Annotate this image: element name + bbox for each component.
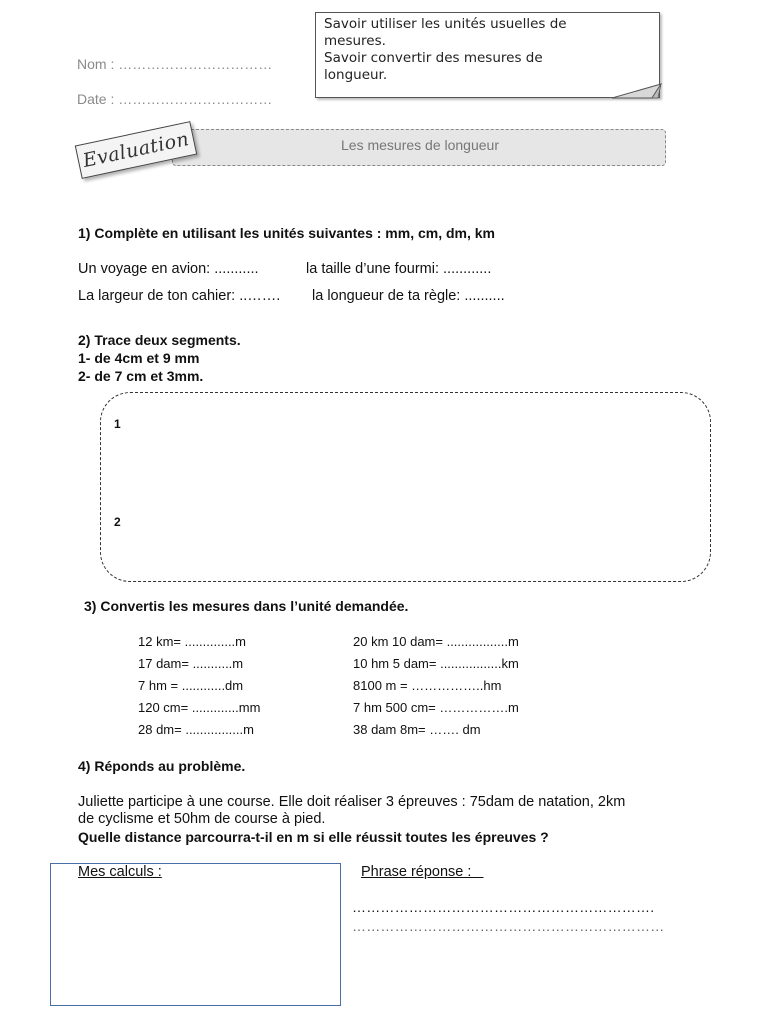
date-field: Date : …………………………… bbox=[77, 91, 273, 107]
q2-item-2: 2- de 7 cm et 3mm. bbox=[78, 368, 204, 384]
objectives-box bbox=[315, 12, 660, 98]
page-curl-icon bbox=[612, 82, 664, 102]
calculation-box[interactable] bbox=[50, 863, 341, 1006]
q4-question: Quelle distance parcourra-t-il en m si elle réussit toutes les épreuves ? bbox=[78, 829, 549, 845]
conversion-left-1: 12 km= ..............m bbox=[138, 634, 246, 649]
conversion-right-5: 38 dam 8m= ……. dm bbox=[353, 722, 481, 737]
conversion-right-2: 10 hm 5 dam= .................km bbox=[353, 656, 519, 671]
conversion-left-4: 120 cm= .............mm bbox=[138, 700, 261, 715]
q1-item-b: la taille d’une fourmi: ............ bbox=[306, 261, 492, 277]
evaluation-tag bbox=[75, 121, 197, 179]
conversion-right-4: 7 hm 500 cm= …………….m bbox=[353, 700, 519, 715]
segment-label-2: 2 bbox=[114, 515, 121, 529]
nom-field: Nom : …………………………… bbox=[77, 56, 273, 72]
answer-line-2[interactable]: ………………………………………………………… bbox=[352, 918, 665, 934]
q2-item-1: 1- de 4cm et 9 mm bbox=[78, 350, 200, 366]
q4-title: 4) Réponds au problème. bbox=[78, 758, 246, 774]
q1-item-a: Un voyage en avion: ........... bbox=[78, 261, 259, 277]
objective-line-4: longueur. bbox=[324, 67, 388, 83]
conversion-left-5: 28 dm= ................m bbox=[138, 722, 254, 737]
evaluation-tag-label: Evaluation bbox=[80, 128, 192, 172]
q4-text-line-2: de cyclisme et 50hm de course à pied. bbox=[78, 811, 326, 827]
objective-line-3: Savoir convertir des mesures de bbox=[324, 50, 543, 66]
conversion-right-1: 20 km 10 dam= .................m bbox=[353, 634, 519, 649]
conversion-left-3: 7 hm = ............dm bbox=[138, 678, 244, 693]
page-title: Les mesures de longueur bbox=[341, 137, 499, 153]
objective-line-2: mesures. bbox=[324, 33, 386, 49]
answer-line-1[interactable]: ………………………………………………………. bbox=[352, 899, 655, 915]
calc-label: Mes calculs : bbox=[78, 864, 162, 880]
conversion-left-2: 17 dam= ...........m bbox=[138, 656, 244, 671]
q1-item-d: la longueur de ta règle: .......... bbox=[312, 288, 505, 304]
answer-label: Phrase réponse : bbox=[361, 864, 484, 880]
drawing-area[interactable] bbox=[100, 392, 711, 582]
q4-text-line-1: Juliette participe à une course. Elle doit réaliser 3 épreuves : 75dam de natation, 2km bbox=[78, 794, 626, 810]
objective-line-1: Savoir utiliser les unités usuelles de bbox=[324, 16, 567, 32]
q2-title: 2) Trace deux segments. bbox=[78, 332, 241, 348]
segment-label-1: 1 bbox=[114, 417, 121, 431]
conversion-right-3: 8100 m = ……………..hm bbox=[353, 678, 502, 693]
q1-title: 1) Complète en utilisant les unités suivantes : mm, cm, dm, km bbox=[78, 225, 495, 241]
q1-item-c: La largeur de ton cahier: ..……. bbox=[78, 288, 281, 304]
q3-title: 3) Convertis les mesures dans l’unité demandée. bbox=[84, 598, 409, 614]
